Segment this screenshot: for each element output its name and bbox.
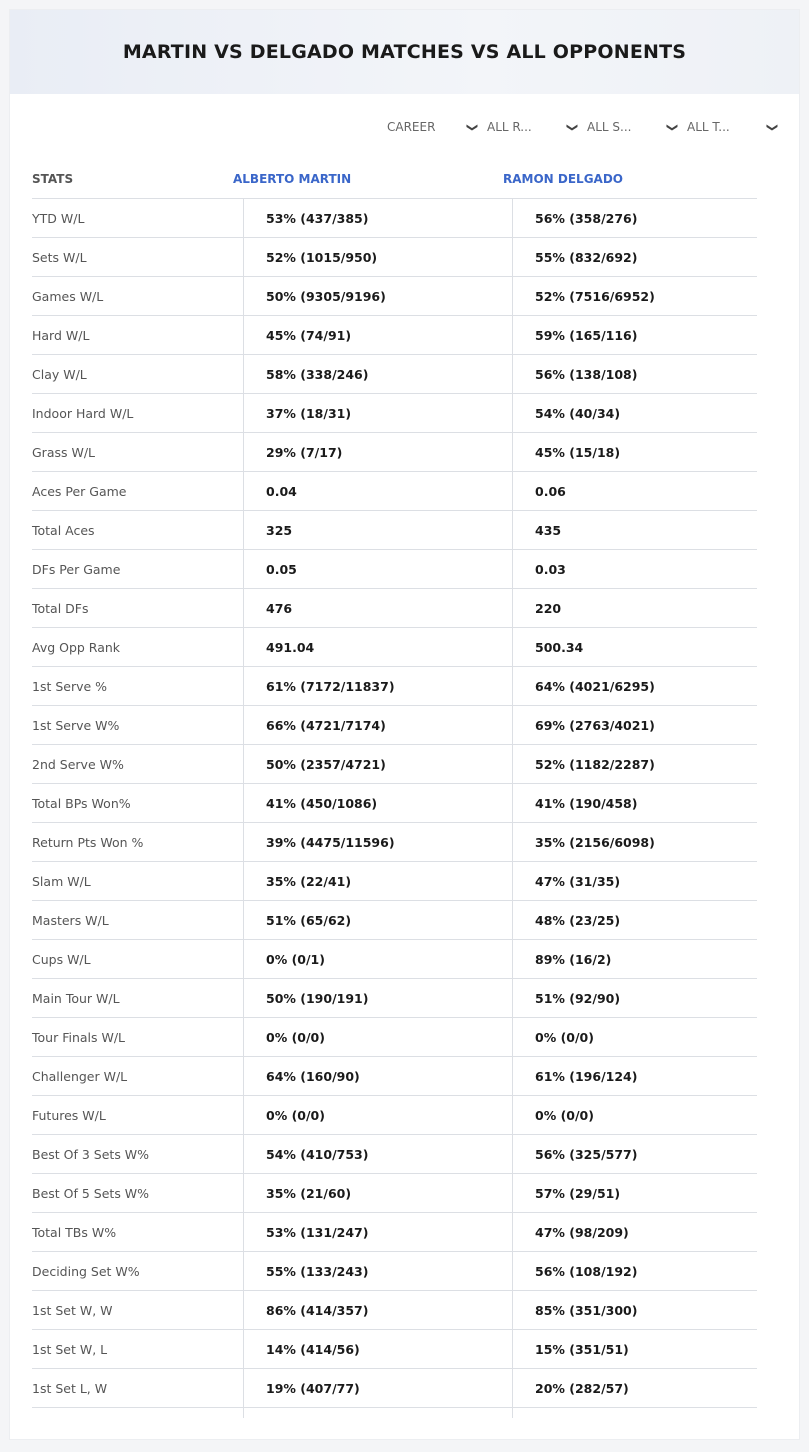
player2-stat-value: 52% (1182/2287) — [535, 757, 655, 772]
table-row — [32, 666, 757, 705]
player1-stat-value: 39% (4475/11596) — [266, 835, 395, 850]
stat-label: Return Pts Won % — [32, 835, 144, 850]
stat-label: Hard W/L — [32, 328, 90, 343]
player1-stat-value: 54% (410/753) — [266, 1147, 369, 1162]
player2-stat-value: 52% (7516/6952) — [535, 289, 655, 304]
stat-label: YTD W/L — [32, 211, 85, 226]
player2-stat-value: 20% (282/57) — [535, 1381, 629, 1396]
filter-round-select[interactable] — [477, 116, 577, 138]
table-row — [32, 1056, 757, 1095]
player2-stat-value: 61% (196/124) — [535, 1069, 638, 1084]
player1-stat-value: 0% (0/0) — [266, 1030, 325, 1045]
stat-label: Deciding Set W% — [32, 1264, 140, 1279]
player1-stat-value: 66% (4721/7174) — [266, 718, 386, 733]
stat-label: Total BPs Won% — [32, 796, 131, 811]
player2-stat-value: 220 — [535, 601, 562, 616]
stats-column-header: STATS — [32, 172, 74, 186]
player1-stat-value: 0.05 — [266, 562, 297, 577]
table-row — [32, 432, 757, 471]
player1-stat-value: 58% (338/246) — [266, 367, 369, 382]
player2-stat-value: 59% (165/116) — [535, 328, 638, 343]
stat-label: DFs Per Game — [32, 562, 121, 577]
player1-stat-value: 45% (74/91) — [266, 328, 352, 343]
filter-period-select[interactable] — [377, 116, 477, 138]
table-header — [32, 158, 757, 198]
table-row — [32, 198, 757, 237]
filter-period-label: CAREER — [387, 120, 436, 134]
player2-stat-value: 56% (108/192) — [535, 1264, 638, 1279]
stat-label: Masters W/L — [32, 913, 109, 928]
chevron-down-icon: ❯ — [465, 122, 479, 132]
chevron-down-icon: ❯ — [565, 122, 579, 132]
table-row — [32, 393, 757, 432]
table-row — [32, 1368, 757, 1408]
table-row — [32, 549, 757, 588]
stat-label: 1st Serve % — [32, 679, 108, 694]
player2-stat-value: 51% (92/90) — [535, 991, 621, 1006]
player2-stat-value: 500.34 — [535, 640, 584, 655]
table-row — [32, 744, 757, 783]
table-row — [32, 354, 757, 393]
player1-stat-value: 64% (160/90) — [266, 1069, 360, 1084]
stat-label: Total DFs — [32, 601, 89, 616]
player2-link[interactable]: RAMON DELGADO — [503, 172, 623, 186]
player2-stat-value: 56% (325/577) — [535, 1147, 638, 1162]
table-row — [32, 939, 757, 978]
filter-bar — [377, 116, 777, 138]
player2-stat-value: 41% (190/458) — [535, 796, 638, 811]
player1-stat-value: 52% (1015/950) — [266, 250, 378, 265]
chevron-down-icon: ❯ — [665, 122, 679, 132]
stat-label: Best Of 3 Sets W% — [32, 1147, 150, 1162]
stat-label: Clay W/L — [32, 367, 87, 382]
player2-stat-value: 47% (98/209) — [535, 1225, 629, 1240]
player1-stat-value: 29% (7/17) — [266, 445, 343, 460]
player1-stat-value: 50% (9305/9196) — [266, 289, 386, 304]
stat-label: Aces Per Game — [32, 484, 127, 499]
player1-stat-value: 35% (21/60) — [266, 1186, 352, 1201]
stat-label: Challenger W/L — [32, 1069, 128, 1084]
player1-stat-value: 14% (414/56) — [266, 1342, 360, 1357]
stat-label: Avg Opp Rank — [32, 640, 121, 655]
player1-stat-value: 491.04 — [266, 640, 315, 655]
player2-stat-value: 54% (40/34) — [535, 406, 621, 421]
stat-label: Grass W/L — [32, 445, 96, 460]
player2-stat-value: 89% (16/2) — [535, 952, 612, 967]
stat-label: 2nd Serve W% — [32, 757, 124, 772]
player2-stat-value: 85% (351/300) — [535, 1303, 638, 1318]
player1-stat-value: 50% (2357/4721) — [266, 757, 386, 772]
table-row — [32, 510, 757, 549]
player2-stat-value: 69% (2763/4021) — [535, 718, 655, 733]
player1-link[interactable]: ALBERTO MARTIN — [233, 172, 352, 186]
player1-stat-value: 476 — [266, 601, 293, 616]
player2-stat-value: 55% (832/692) — [535, 250, 638, 265]
table-row — [32, 1290, 757, 1329]
table-row — [32, 1173, 757, 1212]
player2-stat-value: 0.06 — [535, 484, 566, 499]
stat-label: Tour Finals W/L — [32, 1030, 126, 1045]
stat-label: Futures W/L — [32, 1108, 106, 1123]
stat-label: Sets W/L — [32, 250, 87, 265]
table-row — [32, 276, 757, 315]
table-row — [32, 588, 757, 627]
table-row — [32, 978, 757, 1017]
stat-label: 1st Set W, L — [32, 1342, 108, 1357]
player2-stat-value: 57% (29/51) — [535, 1186, 621, 1201]
table-row — [32, 315, 757, 354]
player1-stat-value: 53% (131/247) — [266, 1225, 369, 1240]
table-row — [32, 1134, 757, 1173]
player1-stat-value: 0% (0/1) — [266, 952, 325, 967]
player1-stat-value: 0% (0/0) — [266, 1108, 325, 1123]
stat-label: Total Aces — [32, 523, 95, 538]
table-row — [32, 783, 757, 822]
player2-stat-value: 0% (0/0) — [535, 1030, 594, 1045]
page-header — [10, 10, 799, 94]
stats-table-body — [32, 198, 757, 1408]
page-title: MARTIN VS DELGADO MATCHES VS ALL OPPONENTS — [122, 41, 687, 63]
filter-tournament-select[interactable] — [677, 116, 777, 138]
player1-stat-value: 53% (437/385) — [266, 211, 369, 226]
player1-stat-value: 37% (18/31) — [266, 406, 352, 421]
table-row — [32, 1095, 757, 1134]
player1-stat-value: 55% (133/243) — [266, 1264, 369, 1279]
stat-label: Games W/L — [32, 289, 104, 304]
filter-round-label: ALL R... — [487, 120, 532, 134]
table-row — [32, 705, 757, 744]
stat-label: Best Of 5 Sets W% — [32, 1186, 150, 1201]
player2-stat-value: 35% (2156/6098) — [535, 835, 655, 850]
player1-stat-value: 51% (65/62) — [266, 913, 352, 928]
stat-label: 1st Serve W% — [32, 718, 120, 733]
table-row — [32, 900, 757, 939]
stat-label: Main Tour W/L — [32, 991, 120, 1006]
player1-stat-value: 0.04 — [266, 484, 297, 499]
player2-stat-value: 0% (0/0) — [535, 1108, 594, 1123]
stat-label: 1st Set W, W — [32, 1303, 113, 1318]
player2-stat-value: 15% (351/51) — [535, 1342, 629, 1357]
stat-label: Slam W/L — [32, 874, 91, 889]
table-row — [32, 861, 757, 900]
player2-stat-value: 56% (138/108) — [535, 367, 638, 382]
player1-stat-value: 325 — [266, 523, 293, 538]
player2-stat-value: 45% (15/18) — [535, 445, 621, 460]
player1-stat-value: 50% (190/191) — [266, 991, 369, 1006]
player1-stat-value: 61% (7172/11837) — [266, 679, 395, 694]
table-row — [32, 1017, 757, 1056]
filter-tournament-label: ALL T... — [687, 120, 730, 134]
stat-label: Cups W/L — [32, 952, 91, 967]
table-row — [32, 237, 757, 276]
player2-stat-value: 64% (4021/6295) — [535, 679, 655, 694]
player1-stat-value: 41% (450/1086) — [266, 796, 378, 811]
stat-label: Total TBs W% — [32, 1225, 117, 1240]
table-row — [32, 1329, 757, 1368]
filter-surface-select[interactable] — [577, 116, 677, 138]
player2-stat-value: 56% (358/276) — [535, 211, 638, 226]
player2-stat-value: 0.03 — [535, 562, 566, 577]
player2-stat-value: 47% (31/35) — [535, 874, 621, 889]
player1-stat-value: 86% (414/357) — [266, 1303, 369, 1318]
table-row — [32, 1212, 757, 1251]
filter-surface-label: ALL S... — [587, 120, 632, 134]
table-row — [32, 471, 757, 510]
player1-stat-value: 19% (407/77) — [266, 1381, 360, 1396]
player2-stat-value: 435 — [535, 523, 562, 538]
table-row — [32, 1251, 757, 1290]
stat-label: 1st Set L, W — [32, 1381, 108, 1396]
stat-label: Indoor Hard W/L — [32, 406, 134, 421]
player1-stat-value: 35% (22/41) — [266, 874, 352, 889]
table-row — [32, 627, 757, 666]
table-row — [32, 822, 757, 861]
chevron-down-icon: ❯ — [765, 122, 779, 132]
player2-stat-value: 48% (23/25) — [535, 913, 621, 928]
